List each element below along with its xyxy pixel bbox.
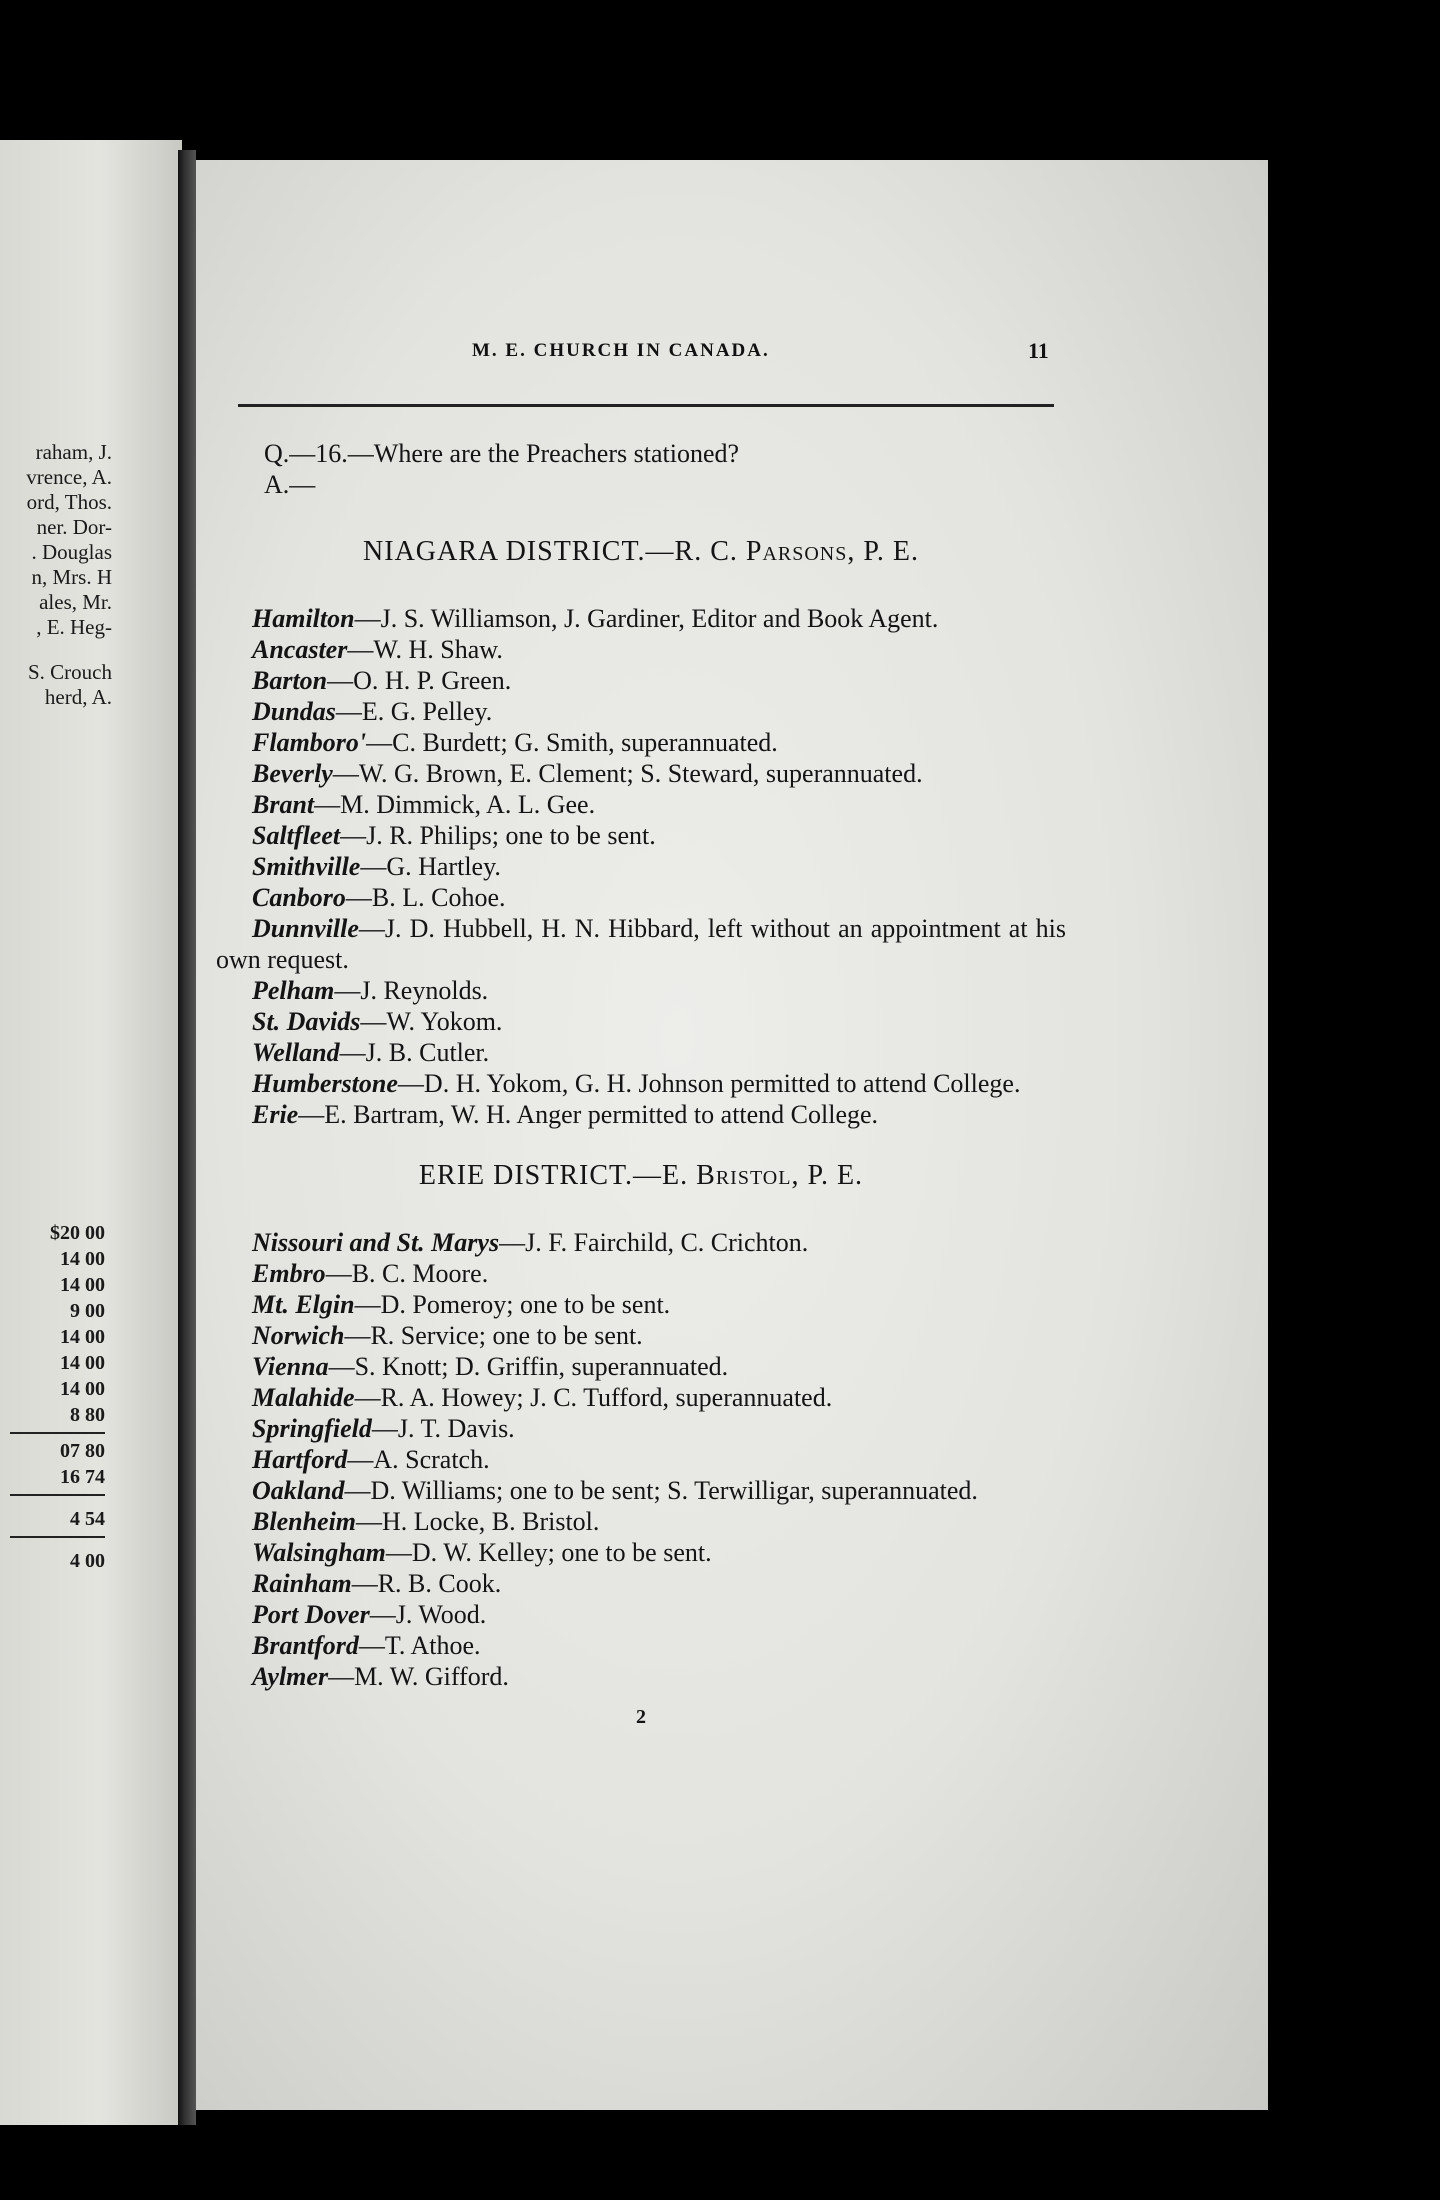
station-name: Dundas: [252, 697, 336, 726]
station-preachers: —J. Reynolds.: [334, 976, 489, 1005]
station-preachers: —S. Knott; D. Griffin, superannuated.: [328, 1352, 729, 1381]
niagara-entries: [216, 603, 1066, 1130]
presiding-elder-name: Parsons: [745, 536, 848, 567]
erie-district-heading: [216, 1160, 1066, 1191]
station-entry: [216, 1351, 1066, 1382]
station-preachers: —J. B. Cutler.: [339, 1038, 490, 1067]
station-preachers: —D. W. Kelley; one to be sent.: [385, 1538, 712, 1567]
station-entry: [216, 1444, 1066, 1475]
station-entry: [216, 1037, 1066, 1068]
left-number: 14 00: [60, 1274, 105, 1296]
left-fragment-line: , E. Heg-: [36, 615, 112, 639]
left-fragment-line: ord, Thos.: [26, 490, 112, 514]
station-preachers: —H. Locke, B. Bristol.: [356, 1507, 600, 1536]
left-number-column: [10, 1220, 105, 1574]
district-heading-suffix: , P. E.: [791, 1160, 864, 1191]
left-fragment-lines-2: [0, 660, 112, 710]
left-number-rule: [10, 1432, 105, 1434]
station-entry: [216, 727, 1066, 758]
left-fragment-line: vrence, A.: [26, 465, 112, 489]
station-preachers: —W. Yokom.: [360, 1007, 503, 1036]
left-number: 14 00: [60, 1248, 105, 1270]
station-preachers: —J. F. Fairchild, C. Crichton.: [499, 1228, 809, 1257]
left-number: 14 00: [60, 1378, 105, 1400]
station-name: Erie: [252, 1100, 299, 1129]
station-entry: [216, 1258, 1066, 1289]
station-name: Barton: [252, 666, 328, 695]
left-fragment-line: . Douglas: [31, 540, 112, 564]
left-number: 4 54: [70, 1508, 105, 1530]
station-name: Malahide: [252, 1383, 355, 1412]
station-name: Rainham: [252, 1569, 352, 1598]
station-name: Blenheim: [252, 1507, 357, 1536]
right-page: [196, 160, 1268, 2110]
station-entry: [216, 1382, 1066, 1413]
left-number-rule: [10, 1536, 105, 1538]
station-entry: [216, 975, 1066, 1006]
station-name: Springfield: [252, 1414, 372, 1443]
station-entry: [216, 882, 1066, 913]
station-entry: [216, 1475, 1066, 1506]
station-entry: [216, 1630, 1066, 1661]
station-name: Smithville: [252, 852, 361, 881]
station-name: St. Davids: [252, 1007, 361, 1036]
station-preachers: —M. Dimmick, A. L. Gee.: [314, 790, 596, 819]
station-entry: [216, 1661, 1066, 1692]
station-preachers: —R. B. Cook.: [351, 1569, 502, 1598]
station-entry: [216, 1320, 1066, 1351]
station-name: Nissouri and St. Marys: [252, 1228, 500, 1257]
station-entry: [216, 1068, 1066, 1099]
station-name: Welland: [252, 1038, 340, 1067]
left-number: 16 74: [60, 1466, 105, 1488]
station-entry: [216, 634, 1066, 665]
station-entry: [216, 1537, 1066, 1568]
station-name: Norwich: [252, 1321, 345, 1350]
left-number-rule: [10, 1494, 105, 1496]
station-name: Mt. Elgin: [252, 1290, 355, 1319]
district-heading-suffix: , P. E.: [847, 536, 919, 567]
question-line: Q.—16.—Where are the Preachers stationed?: [264, 439, 740, 468]
station-entry: [216, 665, 1066, 696]
station-name: Dunnville: [252, 914, 359, 943]
left-fragment-line: herd, A.: [44, 685, 112, 709]
district-heading-prefix: ERIE DISTRICT.—E.: [418, 1160, 697, 1191]
station-name: Flamboro': [252, 728, 367, 757]
station-entry: [216, 1568, 1066, 1599]
station-name: Beverly: [252, 759, 333, 788]
station-entry: [216, 789, 1066, 820]
station-preachers: —M. W. Gifford.: [328, 1662, 509, 1691]
station-preachers: —C. Burdett; G. Smith, superannuated.: [366, 728, 778, 757]
station-entry: [216, 758, 1066, 789]
page-content: [216, 438, 1066, 1733]
station-preachers: —J. T. Davis.: [371, 1414, 515, 1443]
station-preachers: —E. Bartram, W. H. Anger permitted to attend College.: [298, 1100, 879, 1129]
left-number: 07 80: [60, 1440, 105, 1462]
station-preachers: —E. G. Pelley.: [335, 697, 493, 726]
station-name: Hamilton: [252, 604, 355, 633]
station-preachers: —R. A. Howey; J. C. Tufford, superannuated.: [354, 1383, 833, 1412]
signature-mark: 2: [636, 1706, 646, 1728]
left-fragment-lines: [0, 440, 112, 640]
station-name: Embro: [252, 1259, 326, 1288]
left-number: 8 80: [70, 1404, 105, 1426]
station-name: Pelham: [252, 976, 335, 1005]
left-number: 14 00: [60, 1326, 105, 1348]
station-name: Aylmer: [252, 1662, 329, 1691]
left-fragment-line: n, Mrs. H: [31, 565, 112, 589]
station-entry: [216, 913, 1066, 975]
station-preachers: —J. R. Philips; one to be sent.: [340, 821, 656, 850]
station-entry: [216, 851, 1066, 882]
station-entry: [216, 820, 1066, 851]
station-name: Canboro: [252, 883, 346, 912]
station-name: Humberstone: [252, 1069, 398, 1098]
left-fragment-line: ner. Dor-: [36, 515, 112, 539]
left-number: 4 00: [70, 1550, 105, 1572]
station-entry: [216, 1227, 1066, 1258]
station-name: Saltfleet: [252, 821, 341, 850]
station-entry: [216, 1099, 1066, 1130]
station-entry: [216, 1506, 1066, 1537]
station-name: Hartford: [252, 1445, 348, 1474]
station-preachers: —A. Scratch.: [347, 1445, 490, 1474]
presiding-elder-name: Bristol: [696, 1160, 792, 1191]
left-fragment-line: raham, J.: [35, 440, 112, 464]
niagara-district-heading: [216, 536, 1066, 567]
station-entry: [216, 1413, 1066, 1444]
station-entry: [216, 603, 1066, 634]
station-name: Port Dover: [252, 1600, 370, 1629]
station-entry: [216, 1599, 1066, 1630]
station-preachers: —O. H. P. Green.: [327, 666, 512, 695]
page-header: [196, 340, 1268, 380]
station-preachers: —G. Hartley.: [360, 852, 501, 881]
left-number: 9 00: [70, 1300, 105, 1322]
station-entry: [216, 1006, 1066, 1037]
answer-line: A.—: [264, 470, 316, 499]
station-preachers: —J. S. Williamson, J. Gardiner, Editor and Book Agent.: [354, 604, 939, 633]
erie-entries: [216, 1227, 1066, 1692]
page-number: 11: [1028, 338, 1049, 363]
station-entry: [216, 696, 1066, 727]
station-preachers: —T. Athoe.: [358, 1631, 481, 1660]
station-preachers: —W. G. Brown, E. Clement; S. Steward, superannuated.: [332, 759, 923, 788]
district-heading-prefix: NIAGARA DISTRICT.—R. C.: [363, 536, 746, 567]
station-name: Oakland: [252, 1476, 345, 1505]
left-number: 14 00: [60, 1352, 105, 1374]
book-gutter: [178, 150, 196, 2125]
left-page-fragment: [0, 140, 182, 2125]
left-number: $20 00: [50, 1222, 105, 1244]
station-preachers: —B. L. Cohoe.: [345, 883, 506, 912]
station-preachers: —D. H. Yokom, G. H. Johnson permitted to attend College.: [397, 1069, 1021, 1098]
header-rule: [238, 404, 1054, 407]
station-name: Brantford: [252, 1631, 359, 1660]
station-preachers: —D. Williams; one to be sent; S. Terwilligar, superannuated.: [344, 1476, 978, 1505]
station-name: Brant: [252, 790, 315, 819]
station-preachers: —J. Wood.: [369, 1600, 487, 1629]
station-preachers: —D. Pomeroy; one to be sent.: [354, 1290, 671, 1319]
station-preachers: —R. Service; one to be sent.: [344, 1321, 643, 1350]
running-head: M. E. CHURCH IN CANADA.: [472, 340, 770, 361]
station-preachers: —J. D. Hubbell, H. N. Hibbard, left without an appointment at his own request.: [216, 914, 1066, 974]
station-entry: [216, 1289, 1066, 1320]
station-name: Vienna: [252, 1352, 329, 1381]
station-name: Walsingham: [252, 1538, 386, 1567]
station-preachers: —W. H. Shaw.: [347, 635, 503, 664]
left-fragment-line: S. Crouch: [28, 660, 112, 684]
left-fragment-line: ales, Mr.: [39, 590, 112, 614]
station-preachers: —B. C. Moore.: [325, 1259, 489, 1288]
station-name: Ancaster: [252, 635, 348, 664]
